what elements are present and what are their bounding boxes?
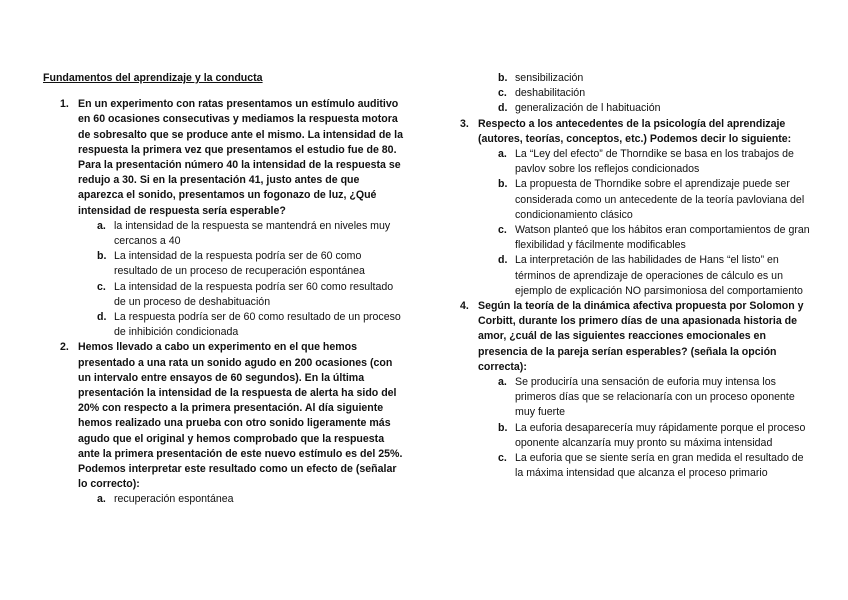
option-letter: c. bbox=[97, 280, 106, 293]
option-a bbox=[478, 375, 812, 421]
option-d bbox=[78, 310, 403, 340]
question-number: 3. bbox=[460, 117, 469, 130]
option-letter: a. bbox=[97, 493, 106, 506]
option-letter: b. bbox=[498, 421, 508, 434]
option-a bbox=[478, 147, 812, 177]
option-text: generalización de l habituación bbox=[515, 102, 661, 115]
option-c bbox=[478, 223, 812, 253]
question-number: 2. bbox=[60, 341, 69, 354]
option-b bbox=[78, 249, 403, 279]
option-letter: b. bbox=[498, 178, 508, 191]
option-text: La propuesta de Thorndike sobre el aprendizaje puede ser considerada como un antecedente de la teoría pavloviana del condicionamiento clásico bbox=[515, 178, 805, 221]
option-letter: d. bbox=[97, 311, 107, 324]
option-text: La euforia desaparecería muy rápidamente porque el proceso oponente alcanzaría muy pronto su máxima intensidad bbox=[515, 421, 806, 449]
option-text: sensibilización bbox=[515, 72, 584, 84]
option-letter: d. bbox=[498, 254, 508, 267]
option-text: la intensidad de la respuesta se mantendrá en niveles muy cercanos a 40 bbox=[114, 219, 391, 248]
option-text: La intensidad de la respuesta podría ser de 60 como resultado de un proceso de recuperación espontánea bbox=[114, 250, 365, 278]
option-text: Se produciría una sensación de euforia muy intensa los primeros días que se relacionaría con un proceso oponente muy fuerte bbox=[515, 376, 795, 419]
option-text: La euforia que se siente sería en gran medida el resultado de la máxima intensidad que alcanza el proceso primario bbox=[515, 452, 804, 480]
question-2-options bbox=[78, 492, 403, 507]
option-b bbox=[460, 71, 812, 86]
option-c bbox=[460, 86, 812, 101]
question-text: Según la teoría de la dinámica afectiva propuesta por Solomon y Corbitt, durante los primero días de una apasionada historia de amor, ¿cuál de las siguientes reacciones emocionales en presencia de la pareja serían esperables? (señala la opción correcta): bbox=[478, 300, 804, 373]
option-text: deshabilitación bbox=[515, 87, 586, 100]
option-d bbox=[478, 253, 812, 299]
question-3-options bbox=[478, 147, 812, 299]
option-letter: c. bbox=[498, 87, 507, 100]
option-letter: a. bbox=[97, 219, 106, 232]
question-2-options-continued bbox=[460, 71, 812, 117]
question-text: Hemos llevado a cabo un experimento en el que hemos presentado a una rata un sonido agudo en 200 ocasiones (con un intervalo entre ensayos de 60 segundos). En la última presentación la intensidad de la respuesta de alerta ha sido del 20% con respecto a la primera presentación. Al día siguiente hemos realizado una prueba con otro sonido ligeramente más agudo que el original y hemos comprobado que la respuesta ante la primera presentación de este nuevo estímulo es del 25%. Podemos interpretar este resultado como un efecto de (señalar lo correcto): bbox=[78, 341, 403, 491]
option-text: La “Ley del efecto” de Thorndike se basa en los trabajos de pavlov sobre los reflejos condicionados bbox=[515, 148, 794, 176]
question-text: En un experimento con ratas presentamos un estímulo auditivo en 60 ocasiones consecutivas y mediamos la respuesta motora de sobresalto que se produce ante el mismo. La intensidad de la respuesta la primera vez que presentamos el estudio fue de 80. Para la presentación número 40 la intensidad de la respuesta se redujo a 30. Si en la presentación 41, justo antes de que aparezca el sonido, presentamos un fogonazo de luz, ¿Qué intensidad de respuesta sería esperable? bbox=[78, 98, 403, 217]
question-4-options bbox=[478, 375, 812, 481]
option-letter: c. bbox=[498, 452, 507, 465]
question-number: 1. bbox=[60, 98, 69, 111]
option-text: recuperación espontánea bbox=[114, 493, 234, 506]
option-text: La respuesta podría ser de 60 como resultado de un proceso de inhibición condicionada bbox=[114, 311, 401, 339]
option-a bbox=[78, 219, 403, 249]
option-text: Watson planteó que los hábitos eran comportamientos de gran flexibilidad y fácilmente modificables bbox=[515, 224, 810, 252]
left-column bbox=[43, 71, 403, 508]
option-letter: b. bbox=[97, 250, 107, 263]
question-4 bbox=[460, 299, 812, 481]
option-d bbox=[460, 101, 812, 116]
option-letter: a. bbox=[498, 376, 507, 389]
option-c bbox=[478, 451, 812, 481]
question-text: Respecto a los antecedentes de la psicología del aprendizaje (autores, teorías, conceptos, etc.) Podemos decir lo siguiente: bbox=[478, 117, 792, 145]
option-b bbox=[478, 177, 812, 223]
option-c bbox=[78, 280, 403, 310]
question-2 bbox=[43, 340, 403, 507]
option-letter: c. bbox=[498, 224, 507, 237]
option-letter: a. bbox=[498, 148, 507, 161]
question-3 bbox=[460, 117, 812, 299]
option-b bbox=[478, 421, 812, 451]
option-text: La intensidad de la respuesta podría ser 60 como resultado de un proceso de deshabituación bbox=[114, 280, 394, 308]
document-title: Fundamentos del aprendizaje y la conducta bbox=[43, 72, 263, 84]
question-1 bbox=[43, 97, 403, 340]
option-letter: d. bbox=[498, 102, 508, 115]
right-column bbox=[460, 71, 812, 481]
question-1-options bbox=[78, 219, 403, 341]
option-a bbox=[78, 492, 403, 507]
option-letter: b. bbox=[498, 72, 508, 84]
option-text: La interpretación de las habilidades de Hans “el listo” en términos de aprendizaje de operaciones de cálculo es un ejemplo de explicación NO parsimoniosa del comportamiento bbox=[515, 254, 803, 297]
question-number: 4. bbox=[460, 300, 469, 313]
